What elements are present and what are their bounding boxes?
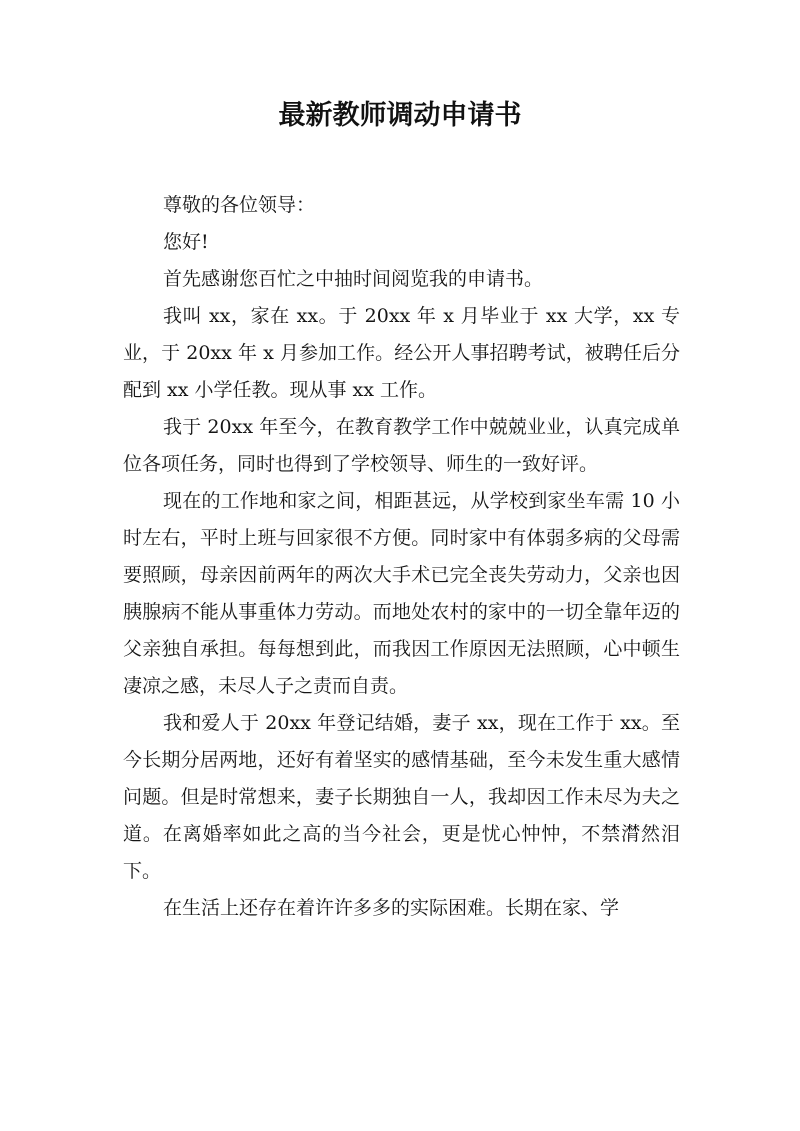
document-body: [123, 187, 680, 927]
paragraph-living-difficulties: 在生活上还存在着许许多多的实际困难。长期在家、学: [163, 897, 620, 919]
paragraph-introduction: 我叫 xx，家在 xx。于 20xx 年 x 月毕业于 xx 大学，xx 专业，于 20xx 年 x 月参加工作。经公开人事招聘考试，被聘任后分配到 xx 小学任教。现从事 xx 工作。: [123, 305, 680, 401]
paragraph-marriage: 我和爱人于 20xx 年登记结婚，妻子 xx，现在工作于 xx。至今长期分居两地，还好有着坚实的感情基础，至今未发生重大感情问题。但是时常想来，妻子长期独自一人，我却因工作未尽为夫之道。在离婚率如此之高的当今社会，更是忧心忡忡，不禁潸然泪下。: [123, 712, 680, 882]
greeting: 您好!: [163, 231, 209, 253]
paragraph-thanks: 首先感谢您百忙之中抽时间阅览我的申请书。: [163, 268, 544, 290]
salutation: 尊敬的各位领导：: [163, 194, 316, 216]
paragraph-family-distance: 现在的工作地和家之间，相距甚远，从学校到家坐车需 10 小时左右，平时上班与回家很不方便。同时家中有体弱多病的父母需要照顾，母亲因前两年的两次大手术已完全丧失劳动力，父亲也因胰腺病不能从事重体力劳动。而地处农村的家中的一切全靠年迈的父亲独自承担。每每想到此，而我因工作原因无法照顾，心中顿生凄凉之感，未尽人子之责而自责。: [123, 490, 680, 697]
paragraph-work-record: 我于 20xx 年至今，在教育教学工作中兢兢业业，认真完成单位各项任务，同时也得到了学校领导、师生的一致好评。: [123, 416, 680, 475]
document-title: 最新教师调动申请书: [278, 100, 522, 131]
